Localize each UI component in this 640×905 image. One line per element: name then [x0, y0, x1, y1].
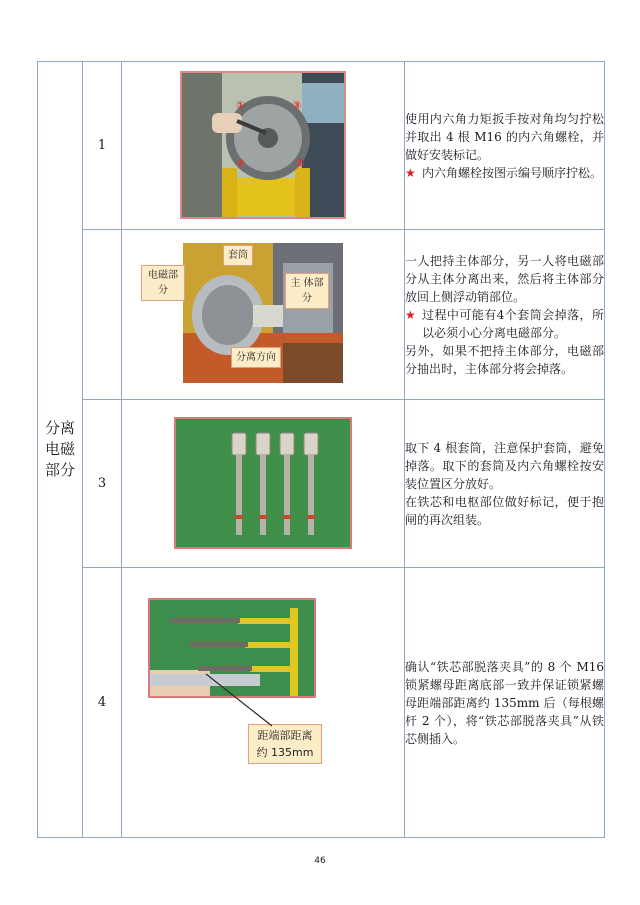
description-cell [405, 62, 605, 230]
table-row [38, 400, 605, 568]
description-cell [405, 400, 605, 568]
photo-cell [122, 400, 405, 568]
description-cell [405, 230, 605, 400]
procedure-table [37, 61, 605, 838]
section-label: 分离电磁部分 [45, 419, 76, 479]
description-cell [405, 568, 605, 838]
description-text: 一人把持主体部分，另一人将电磁部分从主体分离出来，然后将主体部分放回上侧浮动销部位。 [405, 253, 604, 304]
description-extra: 在铁芯和电枢部位做好标记，便于抱闸的再次组装。 [405, 494, 604, 527]
distance-callout: 距端部距离约 135mm [248, 724, 322, 764]
description-text: 取下 4 根套筒，注意保护套筒，避免掉落。取下的套筒及内六角螺栓按安装位置区分放好。 [405, 440, 604, 491]
table-row [38, 230, 605, 400]
bolt-marker-2: ② [295, 156, 305, 170]
label-separation-direction: 分离方向 [231, 347, 281, 368]
red-star-icon: ★ [405, 307, 416, 322]
step-number [83, 230, 122, 400]
photo-cell [122, 568, 405, 838]
step-number: 3 [83, 400, 122, 568]
description-extra: 另外，如果不把持主体部分，电磁部分抽出时，主体部分将会掉落。 [405, 343, 604, 376]
note-text: 内六角螺栓按图示编号顺序拧松。 [422, 165, 603, 180]
callout-arrow [122, 598, 404, 808]
table-row [38, 568, 605, 838]
label-electromagnetic-part: 电磁部分 [141, 265, 185, 301]
description-text: 使用内六角力矩扳手按对角均匀拧松并取出 4 根 M16 的内六角螺栓，并做好安装标记。 [405, 111, 604, 162]
label-sleeve: 套筒 [223, 245, 253, 266]
photo-group [122, 598, 404, 808]
sleeves-illustration [176, 419, 350, 547]
note-line [405, 164, 604, 182]
brake-bolts-illustration [182, 73, 344, 217]
page-number: 46 [314, 856, 326, 866]
note-text: 过程中可能有4个套筒会掉落，所以必须小心分离电磁部分。 [422, 307, 604, 340]
photo-brake-bolts [180, 71, 346, 219]
photo-cell [122, 62, 405, 230]
note-line [405, 306, 604, 342]
photo-separation [148, 243, 343, 383]
section-cell [38, 62, 83, 838]
photo-cell [122, 230, 405, 400]
description-text: 确认“铁芯部脱落夹具”的 8 个 M16 锁紧螺母距离底部一致并保证锁紧螺母距端部距离约 135mm 后（每根螺杆 2 个），将“铁芯部脱落夹具”从铁芯侧插入。 [405, 659, 604, 746]
label-main-body: 主 体部分 [285, 273, 329, 309]
step-number: 4 [83, 568, 122, 838]
bolt-marker-3: ③ [292, 98, 302, 112]
bolt-marker-4: ④ [236, 156, 246, 170]
bolt-marker-1: ① [236, 98, 246, 112]
step-number: 1 [83, 62, 122, 230]
photo-sleeves [174, 417, 352, 549]
table-row [38, 62, 605, 230]
red-star-icon: ★ [405, 165, 416, 180]
